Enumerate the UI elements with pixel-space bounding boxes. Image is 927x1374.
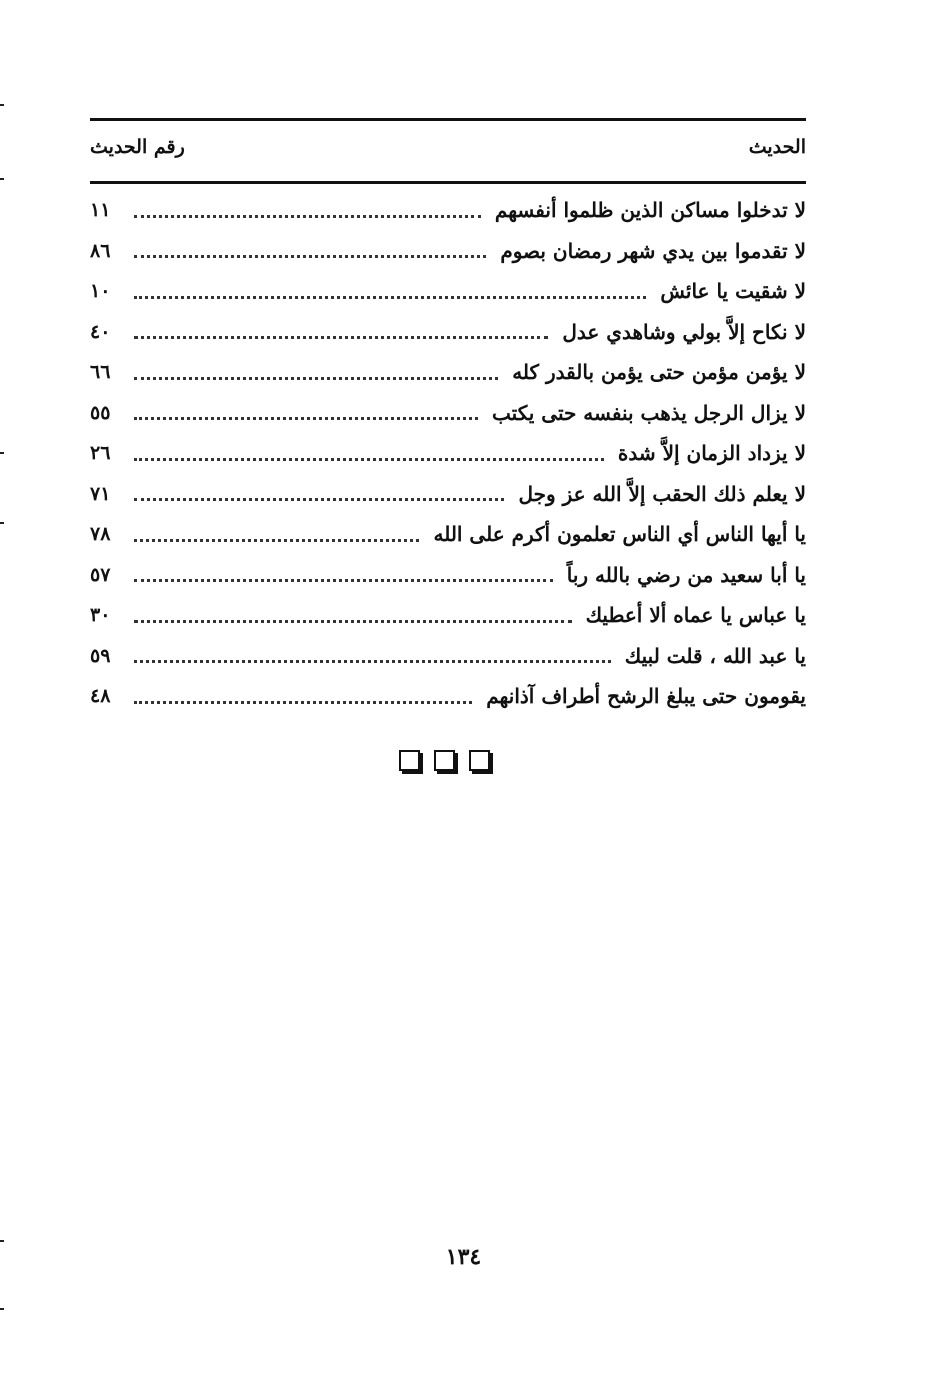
square-ornament-icon — [434, 750, 455, 771]
hadith-text: لا تدخلوا مساكن الذين ظلموا أنفسهم — [494, 198, 806, 223]
hadith-number: ٥٧ — [90, 563, 111, 586]
index-row — [90, 190, 806, 231]
index-row — [90, 271, 806, 312]
hadith-text: لا نكاح إلاَّ بولي وشاهدي عدل — [562, 319, 806, 344]
dot-leader — [134, 417, 478, 420]
index-row — [90, 636, 806, 677]
hadith-column-header: الحديث — [748, 136, 806, 158]
page-number: ١٣٤ — [445, 1244, 482, 1270]
dot-leader — [134, 498, 504, 501]
dot-leader — [134, 255, 486, 258]
scan-edge-mark — [0, 1308, 4, 1310]
hadith-text: يا عباس يا عماه ألا أعطيك — [585, 603, 806, 628]
hadith-text: لا يؤمن مؤمن حتى يؤمن بالقدر كله — [512, 360, 806, 385]
index-row — [90, 676, 806, 717]
index-row — [90, 393, 806, 434]
index-row — [90, 312, 806, 353]
scan-edge-mark — [0, 522, 4, 524]
dot-leader — [134, 660, 611, 663]
square-ornament-icon — [469, 750, 490, 771]
scan-edge-mark — [0, 1240, 4, 1242]
hadith-number: ٧١ — [90, 482, 111, 505]
square-ornament-icon — [399, 750, 420, 771]
hadith-number: ٣٠ — [90, 604, 111, 627]
hadith-number: ٥٩ — [90, 644, 111, 667]
hadith-number: ١١ — [90, 199, 111, 222]
dot-leader — [134, 215, 481, 218]
end-of-section-marks — [399, 750, 490, 771]
hadith-text: لا يزداد الزمان إلاَّ شدة — [617, 441, 806, 466]
hadith-text: لا شقيت يا عائش — [660, 279, 806, 304]
dot-leader — [134, 701, 472, 704]
hadith-text: يقومون حتى يبلغ الرشح أطراف آذانهم — [486, 684, 806, 709]
hadith-number: ٤٠ — [90, 320, 111, 343]
dot-leader — [134, 579, 553, 582]
hadith-number: ٢٦ — [90, 442, 111, 465]
index-row — [90, 474, 806, 515]
dot-leader — [134, 377, 498, 380]
index-row — [90, 595, 806, 636]
dot-leader — [134, 336, 548, 339]
hadith-index-table — [90, 118, 806, 717]
dot-leader — [134, 296, 646, 299]
hadith-number: ٥٥ — [90, 401, 111, 424]
table-header — [90, 121, 806, 169]
hadith-text: لا تقدموا بين يدي شهر رمضان بصوم — [500, 238, 806, 263]
index-row — [90, 231, 806, 272]
hadith-text: لا يعلم ذلك الحقب إلاَّ الله عز وجل — [518, 481, 806, 506]
scan-edge-mark — [0, 104, 4, 106]
number-column-header: رقم الحديث — [90, 136, 185, 158]
header-rule — [90, 181, 806, 184]
dot-leader — [134, 539, 419, 542]
index-row — [90, 433, 806, 474]
hadith-text: يا أبا سعيد من رضي بالله رباً — [566, 562, 806, 587]
index-rows — [90, 190, 806, 717]
scan-edge-mark — [0, 178, 4, 180]
hadith-text: يا أيها الناس أي الناس تعلمون أكرم على الله — [433, 522, 806, 547]
dot-leader — [134, 620, 572, 623]
hadith-number: ٤٨ — [90, 685, 111, 708]
dot-leader — [134, 458, 604, 461]
index-row — [90, 352, 806, 393]
index-row — [90, 555, 806, 596]
index-row — [90, 514, 806, 555]
hadith-number: ١٠ — [90, 280, 111, 303]
hadith-text: لا يزال الرجل يذهب بنفسه حتى يكتب — [492, 400, 806, 425]
hadith-number: ٨٦ — [90, 239, 111, 262]
hadith-number: ٦٦ — [90, 361, 111, 384]
hadith-text: يا عبد الله ، قلت لبيك — [624, 643, 806, 668]
hadith-number: ٧٨ — [90, 523, 111, 546]
scan-edge-mark — [0, 452, 4, 454]
